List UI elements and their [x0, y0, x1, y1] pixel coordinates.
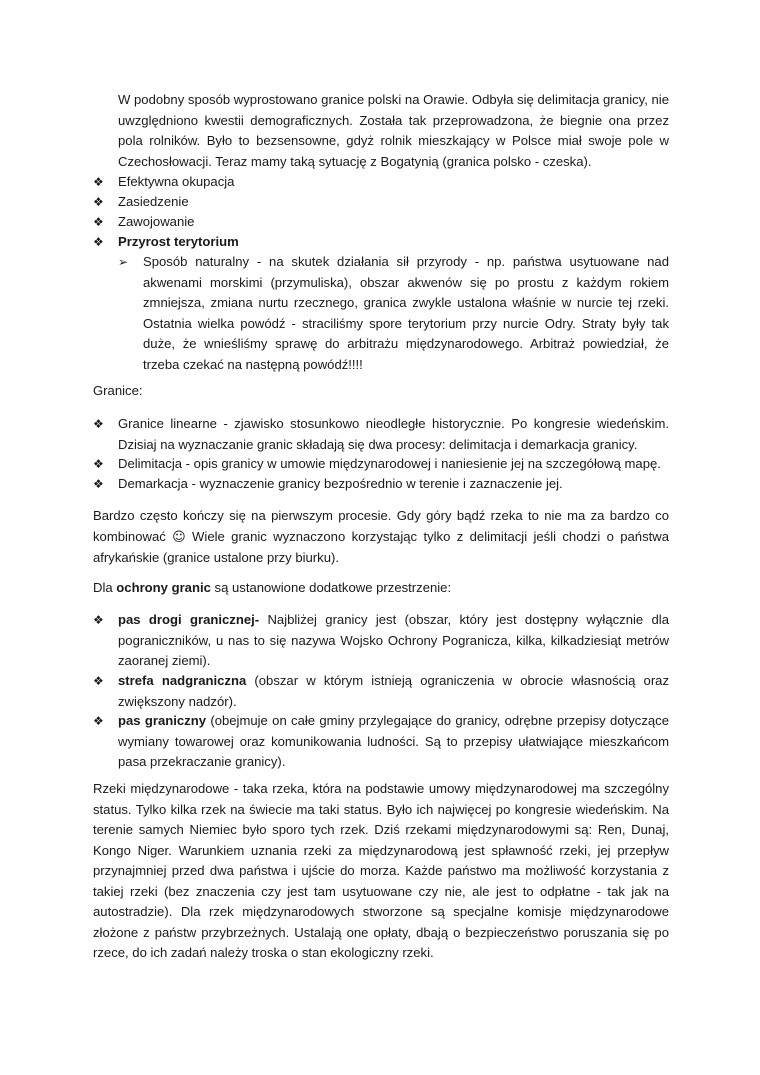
diamond-bullet-icon: ❖	[93, 457, 104, 471]
list-item: ❖ Efektywna okupacja	[93, 172, 669, 193]
sub-list-item: ➢ Sposób naturalny - na skutek działania sił przyrody - np. państwa usytuowane nad akwenami morskimi (przymuliska), obszar akwenów się po prostu z każdym rokiem zmniejsza, zmiana nurtu rzecznego, granica zwykle ustalona właśnie w nurcie tej rzeki. Ostatnia wielka powódź - straciliśmy spore terytorium przy nurcie Odry. Straty były tak duże, że wnieśliśmy sprawę do arbitrażu międzynarodowego. Arbitraż powiedział, że trzeba czekać na następną powódź!!!!	[118, 254, 669, 372]
section-heading: Granice:	[93, 383, 143, 398]
list-item: ❖ Granice linearne - zjawisko stosunkowo nieodległe historycznie. Po kongresie wiedeńskim. Dzisiaj na wyznaczanie granic składają się dwa procesy: delimitacja i demarkacja granicy.	[93, 416, 669, 452]
diamond-bullet-icon: ❖	[93, 417, 104, 431]
list-item: ❖ Zasiedzenie	[93, 192, 669, 213]
list-item: ❖ Zawojowanie	[93, 212, 669, 233]
list-item: ❖ pas graniczny (obejmuje on całe gminy przylegające do granicy, odrębne przepisy dotyczące wymiany towarowej oraz komunikowania ludności. Są to przepisy ułatwiające mieszkańcom pasa przekraczanie granicy).	[93, 713, 669, 769]
border-protection-intro: Dla ochrony granic są ustanowione dodatkowe przestrzenie:	[93, 580, 452, 595]
diamond-bullet-icon: ❖	[93, 613, 104, 627]
international-rivers-paragraph: Rzeki międzynarodowe - taka rzeka, która na podstawie umowy międzynarodowej ma szczególny status. Tylko kilka rzek na świecie ma taki status. Było ich najwięcej po kongresie wiedeńskim. Na terenie samych Niemiec było sporo tych rzek. Dziś rzekami międzynarodowymi są: Ren, Dunaj, Kongo Niger. Warunkiem uznania rzeki za międzynarodową jest spławność rzeki, jej przepływ przynajmniej przed dwa państwa i ujście do morza. Każde państwo ma możliwość korzystania z takiej rzeki (bez znaczenia czy jest tam usytuowane czy nie, ale jest to odpłatne - tak jak na autostradzie). Dla rzek międzynarodowych stworzone są specjalne komisje międzynarodowe złożone z państw przybrzeżnych. Ustalają one opłaty, dbają o bezpieczeństwo poruszania się po rzece, do ich zadań należy troska o stan ekologiczny rzeki.	[93, 781, 669, 960]
diamond-bullet-icon: ❖	[93, 215, 104, 229]
diamond-bullet-icon: ❖	[93, 477, 104, 491]
diamond-bullet-icon: ❖	[93, 175, 104, 189]
orawa-paragraph: W podobny sposób wyprostowano granice polski na Orawie. Odbyła się delimitacja granicy, nie uwzględniono kwestii demograficznych. Została tak przeprowadzona, że biegnie ona przez pola rolników. Było to bezsensowne, gdyż rolnik mieszkający w Polsce miał swoje pole w Czechosłowacji. Teraz mamy taką sytuację z Bogatynią (granica polsko - czeska).	[118, 92, 669, 169]
list-item: ❖ Delimitacja - opis granicy w umowie międzynarodowej i naniesienie jej na szczegółową mapę.	[93, 454, 669, 475]
list-item	[93, 232, 669, 253]
diamond-bullet-icon: ❖	[93, 195, 104, 209]
diamond-bullet-icon: ❖	[93, 714, 104, 728]
arrow-bullet-icon: ➢	[118, 255, 129, 269]
list-item: ❖ Demarkacja - wyznaczenie granicy bezpośrednio w terenie i zaznaczenie jej.	[93, 474, 669, 495]
list-item: ❖ pas drogi granicznej- Najbliżej granicy jest (obszar, który jest dostępny wyłącznie dla pograniczników, u nas to się nazywa Wojsko Ochrony Pogranicza, kilka, kilkadziesiąt metrów zaoranej ziemi).	[93, 612, 670, 668]
list-item: ❖ strefa nadgraniczna (obszar w którym istnieją ograniczenia w obrocie własnością oraz zwiększony nadzór).	[93, 673, 670, 709]
diamond-bullet-icon: ❖	[93, 235, 104, 249]
diamond-bullet-icon: ❖	[93, 674, 104, 688]
delimitation-paragraph: Bardzo często kończy się na pierwszym procesie. Gdy góry bądź rzeka to nie ma za bardzo co kombinować ☺ Wiele granic wyznaczono korzystając tylko z delimitacji jeśli chodzi o państwa afrykańskie (granice ustalone przy biurku).	[93, 508, 669, 565]
smiley-icon: ☺	[172, 529, 186, 545]
bold-item-label: Przyrost terytorium	[118, 234, 239, 249]
